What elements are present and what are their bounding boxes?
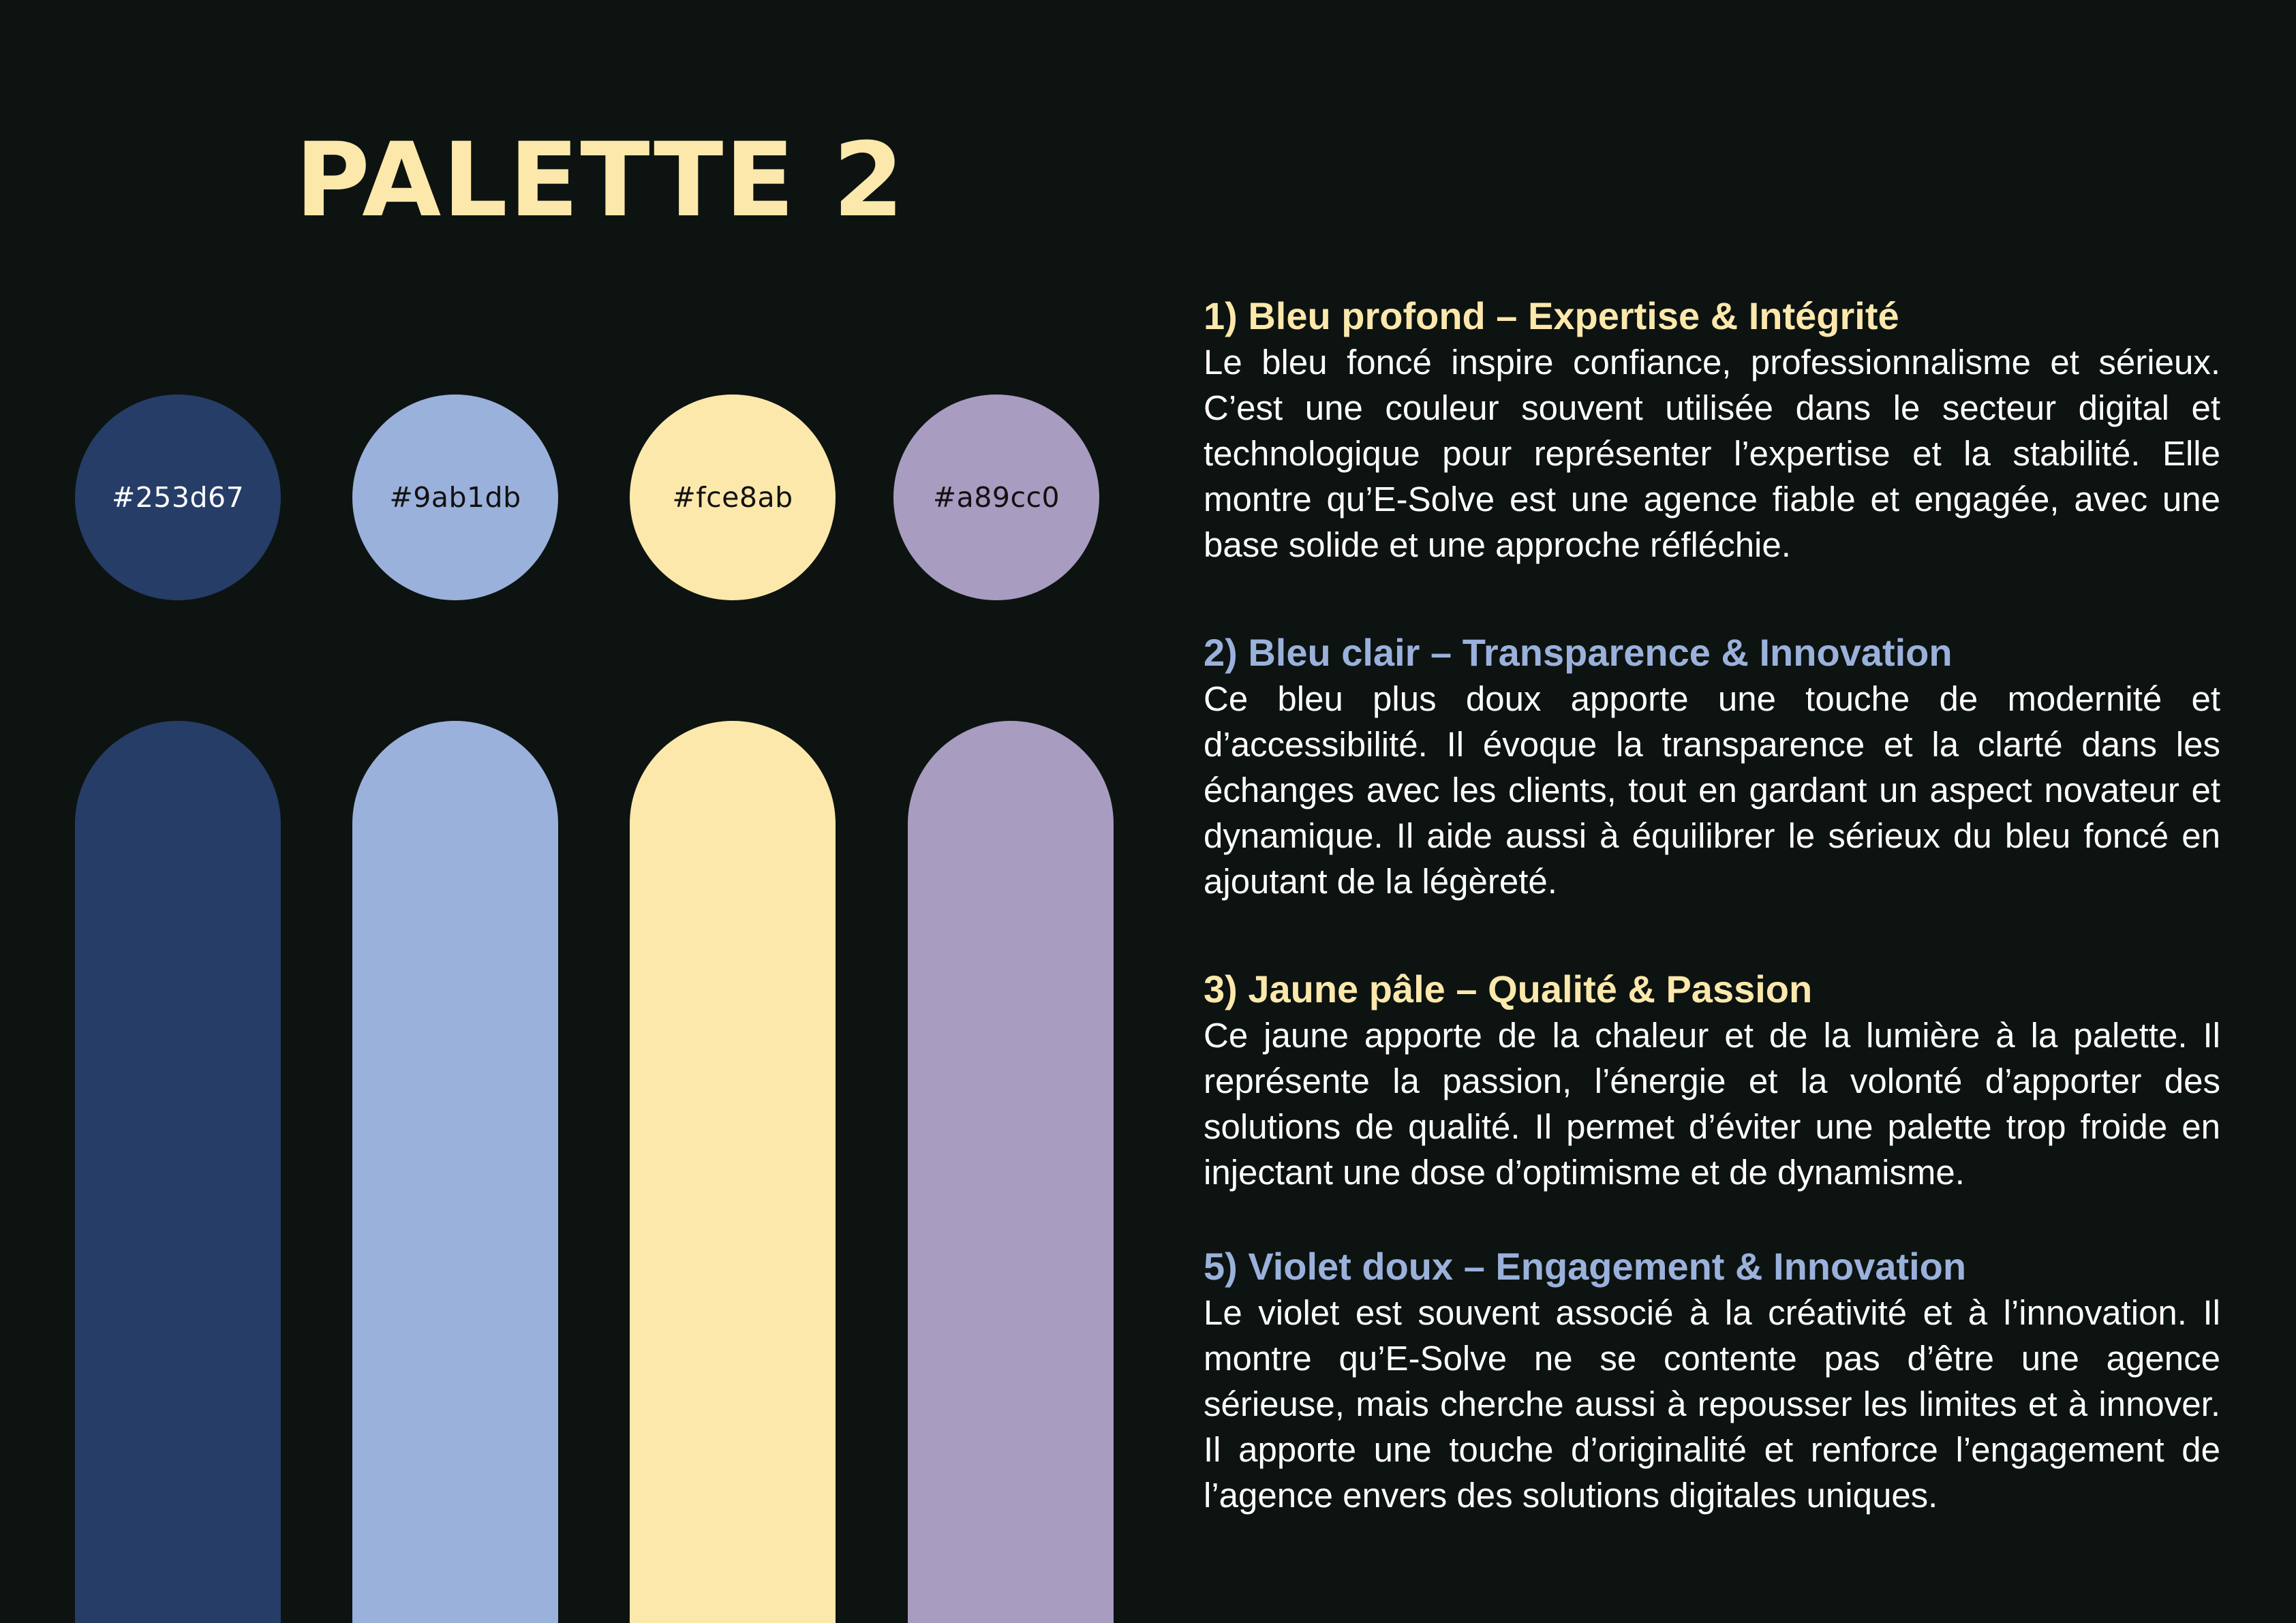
swatch-hex-label: #a89cc0 bbox=[932, 481, 1060, 514]
color-pillar-dark-blue bbox=[75, 721, 281, 1623]
swatch-circle-light-blue bbox=[352, 395, 558, 600]
swatch-circle-dark-blue bbox=[75, 395, 281, 600]
swatch-hex-label: #253d67 bbox=[111, 481, 245, 514]
swatch-circle-pale-yellow bbox=[630, 395, 836, 600]
section-heading: 2) Bleu clair – Transparence & Innovation bbox=[1204, 631, 1953, 674]
swatch-hex-label: #9ab1db bbox=[389, 481, 521, 514]
swatch-hex-label: #fce8ab bbox=[672, 481, 793, 514]
swatch-circle-soft-violet bbox=[893, 395, 1099, 600]
section-body: Le violet est souvent associé à la créativité et à l’innovation. Il montre qu’E-Solve ne se contente pas d’être une agence sérieuse, mais cherche aussi à repousser les limites et à innover. Il apporte une touche d’originalité et renforce l’engagement de l’agence envers des solutions digitales uniques. bbox=[1204, 1293, 2220, 1515]
page-title: PALETTE 2 bbox=[295, 121, 906, 240]
color-pillar-soft-violet bbox=[908, 721, 1114, 1623]
color-pillar-pale-yellow bbox=[630, 721, 836, 1623]
section-heading: 5) Violet doux – Engagement & Innovation bbox=[1204, 1245, 1967, 1288]
section-heading: 1) Bleu profond – Expertise & Intégrité bbox=[1204, 294, 1899, 337]
section-body: Le bleu foncé inspire confiance, professionnalisme et sérieux. C’est une couleur souvent utilisée dans le secteur digital et technologique pour représenter l’expertise et la stabilité. Elle montre qu’E-Solve est une agence fiable et engagée, avec une base solide et une approche réfléchie. bbox=[1204, 343, 2220, 564]
section-body: Ce bleu plus doux apporte une touche de modernité et d’accessibilité. Il évoque la transparence et la clarté dans les échanges avec les clients, tout en gardant un aspect novateur et dynamique. Il aide aussi à équilibrer le sérieux du bleu foncé en ajoutant de la légèreté. bbox=[1204, 679, 2220, 901]
section-dark-blue bbox=[1204, 293, 2220, 568]
section-light-blue bbox=[1204, 630, 2220, 904]
color-pillar-light-blue bbox=[352, 721, 558, 1623]
section-body: Ce jaune apporte de la chaleur et de la lumière à la palette. Il représente la passion, l’énergie et la volonté d’apporter des solutions de qualité. Il permet d’éviter une palette trop froide en injectant une dose d’optimisme et de dynamisme. bbox=[1204, 1016, 2220, 1192]
section-pale-yellow bbox=[1204, 966, 2220, 1195]
section-soft-violet bbox=[1204, 1243, 2220, 1518]
section-heading: 3) Jaune pâle – Qualité & Passion bbox=[1204, 968, 1813, 1010]
